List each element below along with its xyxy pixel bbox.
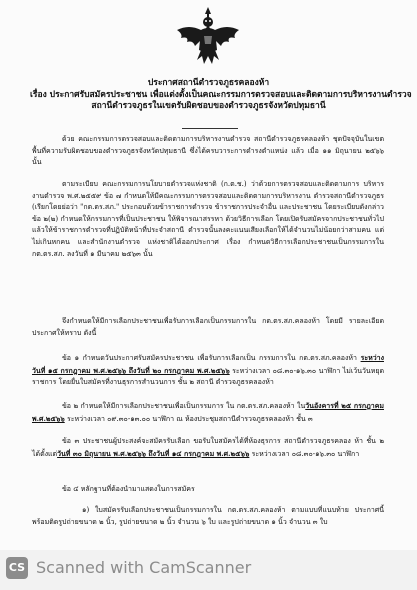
paragraph-item-4-1: ๑) ใบสมัครรับเลือกประชาชนเป็นกรรมการใน กต.ตร.สภ.คลองห้า ตามแบบที่แนบท้าย ประกาศนี้ พร้อมติดรูปถ่ายขนาด ๒ นิ้ว, รูปถ่ายขนาด ๒ นิ้ว จำนวน ๖ ใบ และรูปถ่ายขนาด ๑ นิ้ว จำนวน ๓ ใบ	[32, 506, 384, 526]
item-1-dates: ระหว่างวันที่ ๑๕ กรกฎาคม พ.ศ.๒๕๖๖ ถึงวันที่ ๒๐ กรกฎาคม พ.ศ.๒๕๖๖	[32, 353, 384, 375]
announcement-subject-cont: สถานีตำรวจภูธรในเขตรับผิดชอบของตำรวจภูธรจังหวัดปทุมธานี	[91, 101, 326, 112]
item-3-dates: วันที่ ๓๐ มิถุนายน พ.ศ.๒๕๖๖ ถึงวันที่ ๑๔ กรกฎาคม พ.ศ.๒๕๖๖	[57, 448, 250, 458]
announcement-header	[30, 78, 412, 113]
header-divider	[182, 128, 238, 129]
garuda-emblem-icon	[175, 6, 241, 68]
item-1-time: ระหว่างเวลา ๐๘.๓๐-๑๖.๓๐ นาฬิกา ไม่เว้นวันหยุดราชการ โดยยื่นใบสมัครที่งานธุรการสำนวนการ ชั้น ๒ สถานี ตำรวจภูธรคลองห้า	[32, 366, 384, 387]
announcement-subject: เรื่อง ประกาศรับสมัครประชาชน เพื่อแต่งตั้งเป็นคณะกรรมการตรวจสอบและติดตามการบริหารงานตำรวจ	[30, 89, 412, 100]
item-3-time: ระหว่างเวลา ๐๘.๓๐-๑๖.๓๐ นาฬิกา	[249, 449, 360, 458]
scanner-watermark-text: Scanned with CamScanner	[36, 558, 252, 577]
paragraph-item-1	[32, 352, 384, 389]
item-2-date: วันอังคารที่ ๒๕ กรกฎาคม พ.ศ.๒๕๖๖	[32, 401, 384, 423]
item-3-text: ข้อ ๓ ประชาชนผู้ประสงค์จะสมัครรับเลือก ขอรับใบสมัครได้ที่ห้องธุรการ สถานีตำรวจภูธรคลอง ห้า ชั้น ๒ ได้ตั้งแต่	[32, 437, 384, 458]
camscanner-logo-icon: CS	[6, 557, 28, 579]
item-1-text: ข้อ ๑ กำหนดวันประกาศรับสมัครประชาชน เพื่อรับการเลือกเป็น กรรมการใน กต.ตร.สภ.คลองห้า	[62, 354, 357, 362]
paragraph-item-3	[32, 436, 384, 460]
paragraph-intro: ด้วย คณะกรรมการตรวจสอบและติดตามการบริหารงานตำรวจ สถานีตำรวจภูธรคลองห้า ชุดปัจจุบันในเขตพื้นที่ความรับผิดชอบของตำรวจภูธรจังหวัดปทุมธานี ซึ่งได้ครบวาระการดำรงตำแหน่ง แล้ว เมื่อ ๑๑ มิถุนายน ๒๕๖๖ นั้น	[32, 135, 384, 167]
item-2-time: ระหว่างเวลา ๐๙.๓๐-๑๓.๐๐ นาฬิกา ณ ห้องประชุมสถานีตำรวจภูธรคลองห้า ชั้น ๓	[64, 414, 313, 423]
paragraph-item-4: ข้อ ๔ หลักฐานที่ต้องนำมาแสดงในการสมัคร	[62, 485, 195, 493]
announcement-title: ประกาศสถานีตำรวจภูธรคลองห้า	[147, 78, 270, 88]
paragraph-details-intro: จึงกำหนดให้มีการเลือกประชาชนเพื่อรับการเลือกเป็นกรรมการใน กต.ตร.สภ.คลองห้า โดยมี รายละเอียดประกาศให้ทราบ ดังนี้	[32, 317, 384, 337]
item-2-text: ข้อ ๒ กำหนดให้มีการเลือกประชาชนเพื่อเป็นกรรมการ ใน กต.ตร.สภ.คลองห้า ใน	[62, 402, 306, 410]
paragraph-regulation: ตามระเบียบ คณะกรรมการนโยบายตำรวจแห่งชาติ (ก.ต.ช.) ว่าด้วยการตรวจสอบและติดตามการ บริหารงานตำรวจ พ.ศ.๒๕๕๙ ข้อ ๗ กำหนดให้มีคณะกรรมการตรวจสอบและติดตามการบริหารงาน ตำรวจสถานีตำรวจภูธร (เรียกโดยย่อว่า "กต.ตร.สภ." ประกอบด้วยข้าราชการตำรวจ ข้าราชการประจำอื่น และประชาชน โดยระเบียบดังกล่าว ข้อ ๒(๒) กำหนดให้กรรมการที่เป็นประชาชน ให้พิจารณาสรรหา ด้วยวิธีการเลือก โดยเปิดรับสมัครจากประชาชนทั่วไป แล้วให้ข้าราชการตำรวจที่ปฏิบัติหน้าที่ประจำสถานี ตำรวจนั้นลงคะแนนเสียงเลือกให้ได้จำนวนไม่น้อยกว่าสามคน แต่ไม่เกินหกคน และสำนักงานตำรวจ แห่งชาติได้ออกประกาศ เรื่อง กำหนดวิธีการเลือกประชาชนเป็นกรรมการใน กต.ตร.สภ. ลงวันที่ ๑ มีนาคม ๒๕๖๓ นั้น	[32, 180, 384, 258]
paragraph-item-2	[32, 400, 384, 425]
